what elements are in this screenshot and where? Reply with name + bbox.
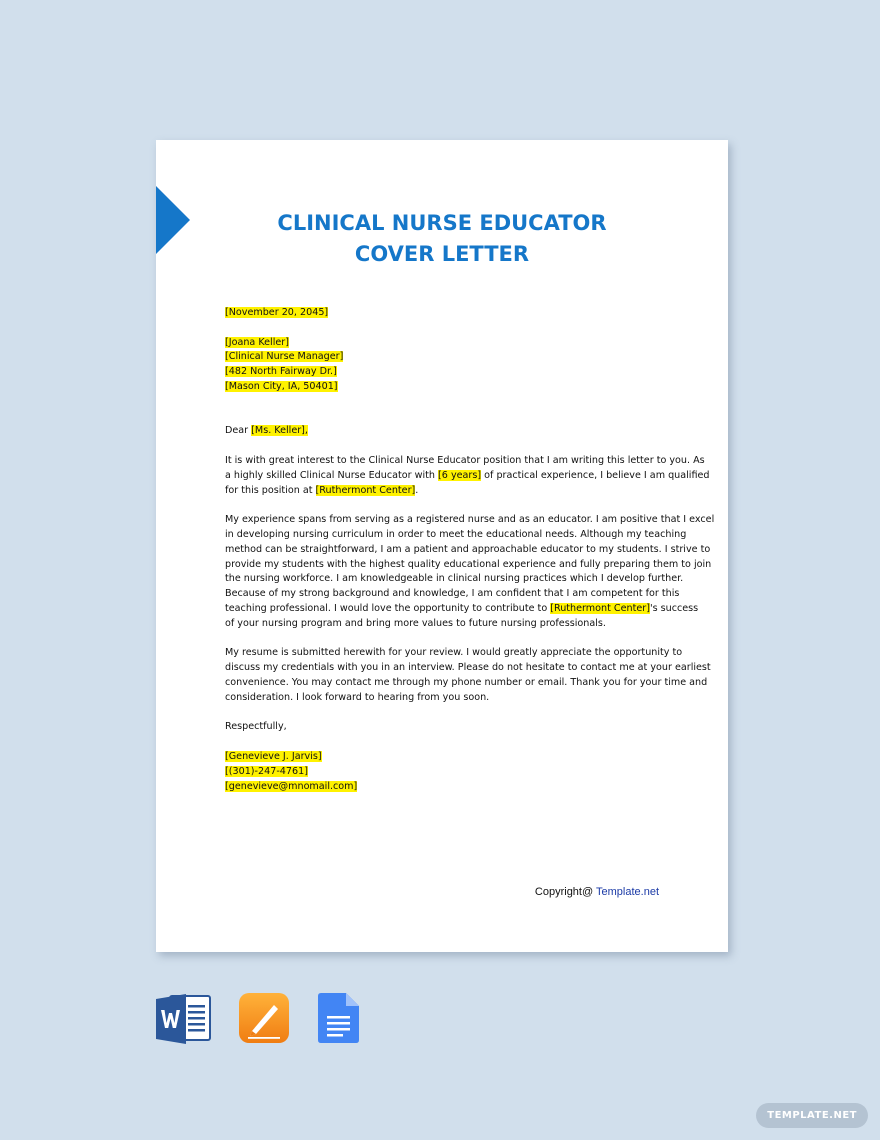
title-line-2: COVER LETTER (354, 242, 530, 266)
sender-phone: [(301)-247-4761] (225, 765, 308, 777)
closing: Respectfully, (225, 721, 287, 733)
recipient-street: [482 North Fairway Dr.] (225, 366, 337, 378)
paragraph-1: It is with great interest to the Clinical Nurse Educator position that I am writing this letter to you. As a highly skilled Clinical Nurse Educator with [6 years] of practical experience, I believe I am qualified for this position at [Ruthermont Center]. (225, 454, 710, 496)
salutation-name: [Ms. Keller], (251, 425, 308, 437)
pages-icon[interactable] (238, 992, 290, 1044)
template-net-badge[interactable]: TEMPLATE.NET (756, 1103, 868, 1128)
salutation: Dear [Ms. Keller], (225, 425, 308, 437)
sender-name: [Genevieve J. Jarvis] (225, 750, 322, 762)
google-docs-icon[interactable] (318, 992, 360, 1044)
company-name: [Ruthermont Center] (550, 602, 650, 614)
copyright-notice: Copyright@ Template.net (534, 886, 659, 898)
document-title (156, 208, 728, 270)
years-experience: [6 years] (438, 469, 482, 481)
sender-email: [genevieve@mnomail.com] (225, 780, 358, 792)
title-line-1: CLINICAL NURSE EDUCATOR (277, 211, 607, 235)
paragraph-2: My experience spans from serving as a registered nurse and as an educator. I am positive that I excel in developing nursing curriculum in order to meet the educational needs. Although my teaching method can be straightforward, I am a patient and approachable educator to my students. I strive to provide my students with the highest quality educational experience and fully preparing them to join the nursing workforce. I am knowledgeable in clinical nursing practices which I develop further. Because of my strong background and knowledge, I am confident that I am competent for this teaching professional. I would love the opportunity to contribute to [Ruthermont Center]'s success of your nursing program and bring more values to future nursing professionals. (225, 514, 715, 629)
document-page (156, 140, 728, 952)
recipient-city: [Mason City, IA, 50401] (225, 380, 338, 392)
ribbon-arrow (156, 186, 190, 254)
paragraph-3: My resume is submitted herewith for your review. I would greatly appreciate the opportunity to discuss my credentials with you in an interview. Please do not hesitate to contact me at your earliest convenience. You may contact me through my phone number or email. Thank you for your time and consideration. I look forward to hearing from you soon. (225, 647, 711, 703)
letter-date: [November 20, 2045] (225, 307, 329, 318)
recipient-name: [Joana Keller] (225, 336, 289, 348)
template-net-link[interactable]: Template.net (596, 886, 659, 898)
recipient-position: [Clinical Nurse Manager] (225, 351, 344, 363)
letter-body (225, 306, 715, 794)
company-name: [Ruthermont Center] (315, 484, 416, 496)
word-icon[interactable] (156, 992, 212, 1046)
